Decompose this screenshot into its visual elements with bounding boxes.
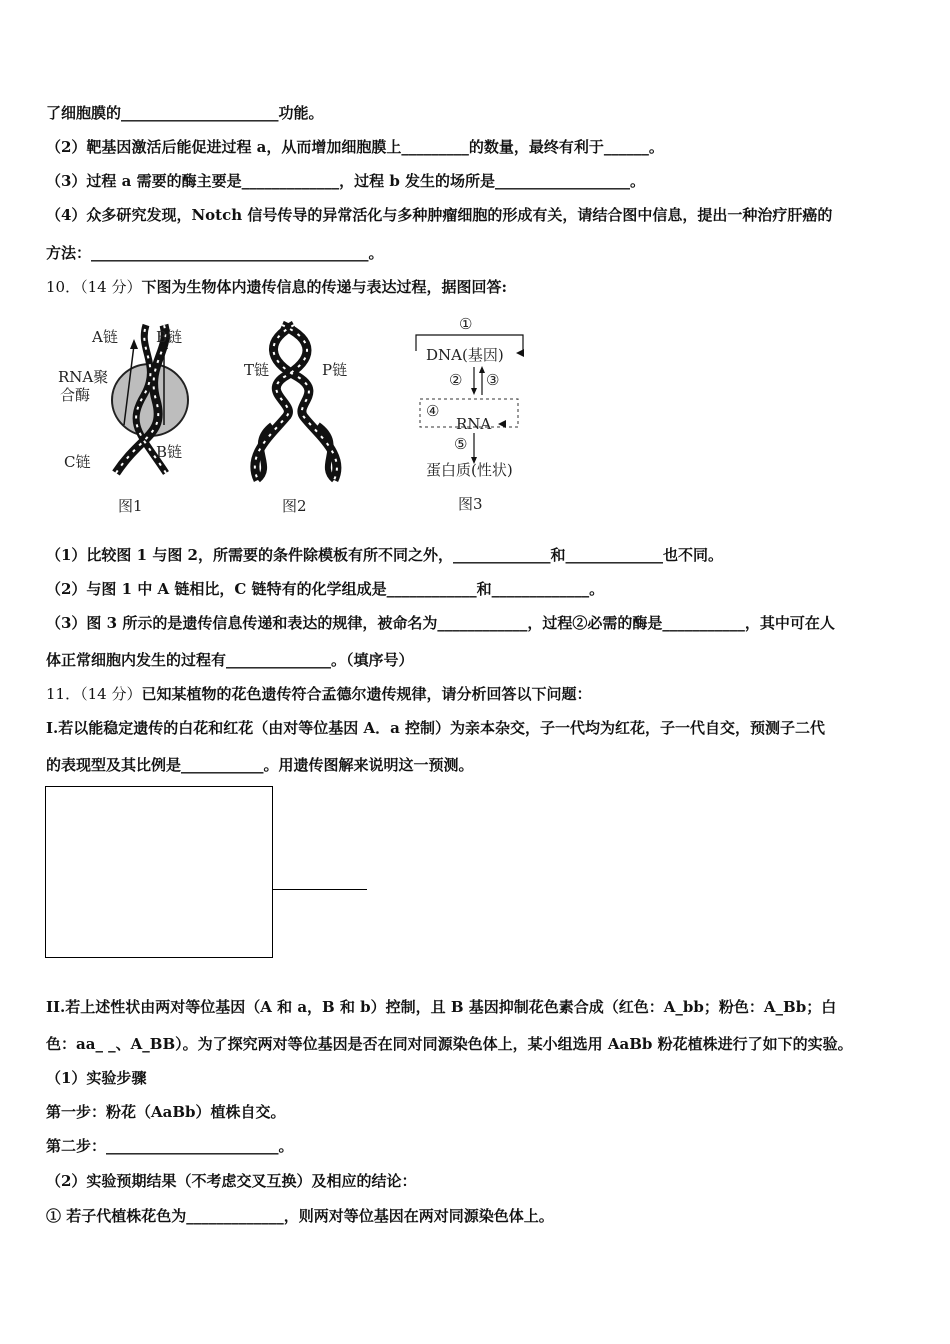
dna-gene-label: DNA(基因) — [426, 346, 504, 364]
answer-line — [273, 889, 367, 890]
text-line: （4）众多研究发现，Notch 信号传导的异常活化与多种肿瘤细胞的形成有关，请结合图中信息，提出一种治疗肝癌的 — [46, 206, 833, 224]
figure-3 — [416, 315, 524, 513]
text-line: （1）实验步骤 — [46, 1069, 147, 1087]
figure-3-caption: 图3 — [458, 495, 483, 513]
arrow-head — [516, 349, 524, 357]
figure-1-caption: 图1 — [118, 497, 143, 515]
text-line: 方法：_____________________________________。 — [46, 244, 384, 262]
figure-1 — [58, 325, 188, 515]
label-rna-polymerase: RNA聚 — [58, 368, 109, 386]
text-line: 色：aa_ _、A_BB）。为了探究两对等位基因是否在同对同源染色体上，某小组选用 AaBb 粉花植株进行了如下的实验。 — [46, 1035, 853, 1053]
question-number: 10．（14 分） — [46, 278, 142, 296]
process-5-label: ⑤ — [454, 435, 468, 453]
figure-2 — [244, 325, 347, 515]
question-10-heading — [46, 277, 507, 297]
arrow-head — [130, 339, 138, 349]
process-1-label: ① — [459, 315, 473, 333]
text-line: 了细胞膜的_____________________功能。 — [46, 104, 324, 122]
text-line: 第一步：粉花（AaBb）植株自交。 — [46, 1103, 286, 1121]
text-line: I.若以能稳定遗传的白花和红花（由对等位基因 A．a 控制）为亲本杂交，子一代均为红花，子一代自交，预测子二代 — [46, 719, 826, 737]
label-b-chain-bottom: B链 — [156, 443, 183, 461]
text-line: （3）过程 a 需要的酶主要是_____________，过程 b 发生的场所是__________________。 — [46, 172, 646, 190]
question-number: 11．（14 分） — [46, 685, 142, 703]
process-2-label: ② — [449, 371, 463, 389]
text-line: （2）实验预期结果（不考虑交叉互换）及相应的结论： — [46, 1172, 417, 1190]
label-a-chain: A链 — [92, 328, 118, 346]
genetic-diagram-answer-box[interactable] — [45, 786, 273, 958]
text-line: ① 若子代植株花色为_____________，则两对等位基因在两对同源染色体上。 — [46, 1207, 554, 1225]
text-line: 体正常细胞内发生的过程有______________。（填序号） — [46, 651, 414, 669]
text-line: 第二步：_______________________。 — [46, 1137, 294, 1155]
text-line: （1）比较图 1 与图 2，所需要的条件除模板有所不同之外，_____________和_____________也不同。 — [46, 546, 723, 564]
question-11-heading — [46, 684, 591, 704]
text-line: II.若上述性状由两对等位基因（A 和 a，B 和 b）控制，且 B 基因抑制花色素合成（红色：A_bb；粉色：A_Bb；白 — [46, 998, 837, 1016]
process-3-label: ③ — [486, 371, 500, 389]
text-line: （2）靶基因激活后能促进过程 a，从而增加细胞膜上_________的数量，最终有利于______。 — [46, 138, 664, 156]
label-p-chain: P链 — [322, 361, 348, 379]
text-line: （3）图 3 所示的是遗传信息传递和表达的规律，被命名为____________，过程②必需的酶是___________，其中可在人 — [46, 614, 835, 632]
label-t-chain: T链 — [244, 361, 270, 379]
arrow-head — [471, 388, 477, 395]
figures-svg — [46, 305, 566, 525]
text-line: （2）与图 1 中 A 链相比，C 链特有的化学组成是____________和_____________。 — [46, 580, 605, 598]
text-line: 的表现型及其比例是___________。用遗传图解来说明这一预测。 — [46, 756, 474, 774]
process-4-label: ④ — [426, 402, 440, 420]
question-text: 已知某植物的花色遗传符合孟德尔遗传规律，请分析回答以下问题： — [141, 685, 592, 703]
arrow-head — [479, 366, 485, 373]
label-c-chain: C链 — [64, 453, 91, 471]
protein-trait-label: 蛋白质(性状) — [426, 461, 513, 479]
label-b-chain-top: B链 — [156, 328, 183, 346]
figure-2-caption: 图2 — [282, 497, 307, 515]
label-rna-polymerase: 合酶 — [60, 386, 91, 404]
rna-label: RNA — [456, 415, 492, 433]
genetic-information-figure — [46, 305, 566, 525]
question-text: 下图为生物体内遗传信息的传递与表达过程，据图回答: — [141, 278, 507, 296]
